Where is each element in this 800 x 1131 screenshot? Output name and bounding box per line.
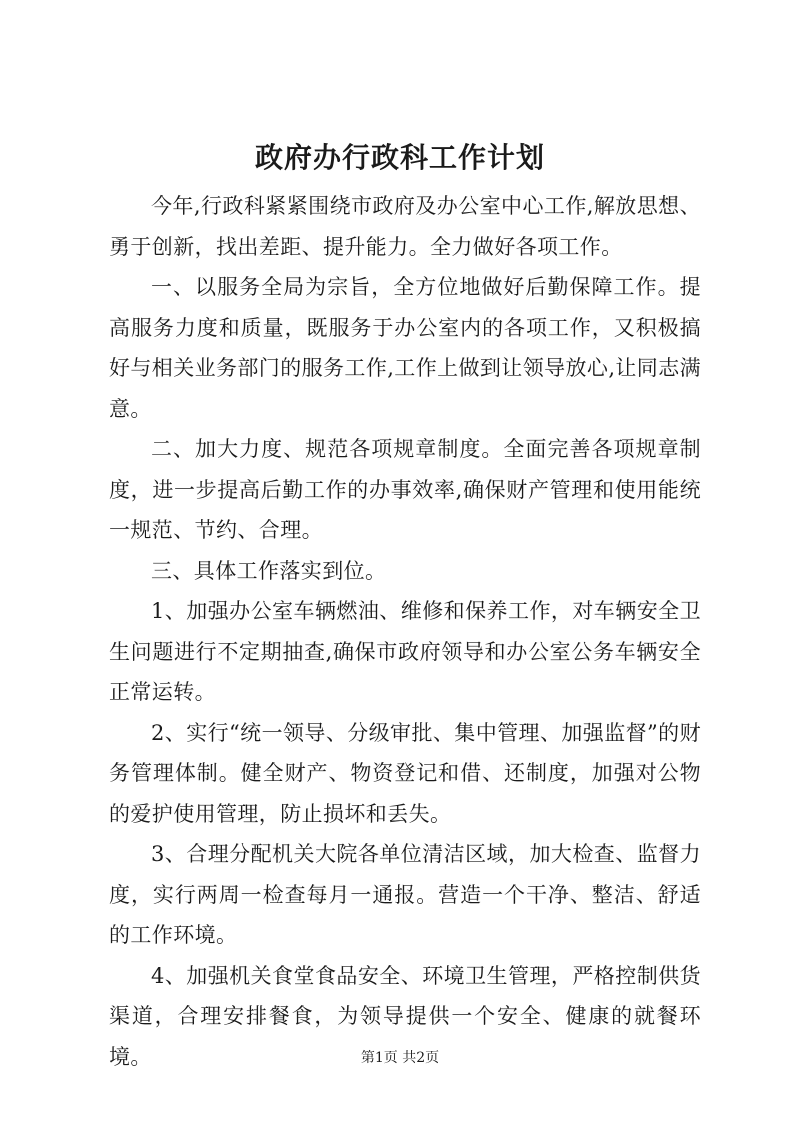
paragraph-section-1: 一、以服务全局为宗旨，全方位地做好后勤保障工作。提高服务力度和质量，既服务于办公室内的各项工作，又积极搞好与相关业务部门的服务工作,工作上做到让领导放心,让同志满意。 bbox=[109, 275, 701, 421]
page-number-footer: 第1页 共2页 bbox=[360, 1050, 440, 1066]
document-title: 政府办行政科工作计划 bbox=[254, 141, 545, 174]
paragraph-item-1: 1、加强办公室车辆燃油、维修和保养工作，对车辆安全卫生问题进行不定期抽查,确保市政府领导和办公室公务车辆安全正常运转。 bbox=[109, 599, 701, 704]
paragraph-section-2: 二、加大力度、规范各项规章制度。全面完善各项规章制度，进一步提高后勤工作的办事效率,确保财产管理和使用能统一规范、节约、合理。 bbox=[109, 437, 701, 542]
paragraph-item-4: 4、加强机关食堂食品安全、环境卫生管理，严格控制供货渠道，合理安排餐食，为领导提供一个安全、健康的就餐环境。 bbox=[109, 963, 701, 1069]
paragraph-item-3: 3、合理分配机关大院各单位清洁区域，加大检查、监督力度，实行两周一检查每月一通报。营造一个干净、整洁、舒适的工作环境。 bbox=[109, 842, 701, 947]
paragraph-section-3: 三、具体工作落实到位。 bbox=[151, 558, 387, 583]
paragraph-item-2: 2、实行“统一领导、分级审批、集中管理、加强监督”的财务管理体制。健全财产、物资登记和借、还制度，加强对公物的爱护使用管理，防止损坏和丢失。 bbox=[109, 720, 701, 826]
paragraph-intro: 今年,行政科紧紧围绕市政府及办公室中心工作,解放思想、勇于创新，找出差距、提升能力。全力做好各项工作。 bbox=[109, 194, 701, 259]
document-body bbox=[109, 186, 701, 1077]
